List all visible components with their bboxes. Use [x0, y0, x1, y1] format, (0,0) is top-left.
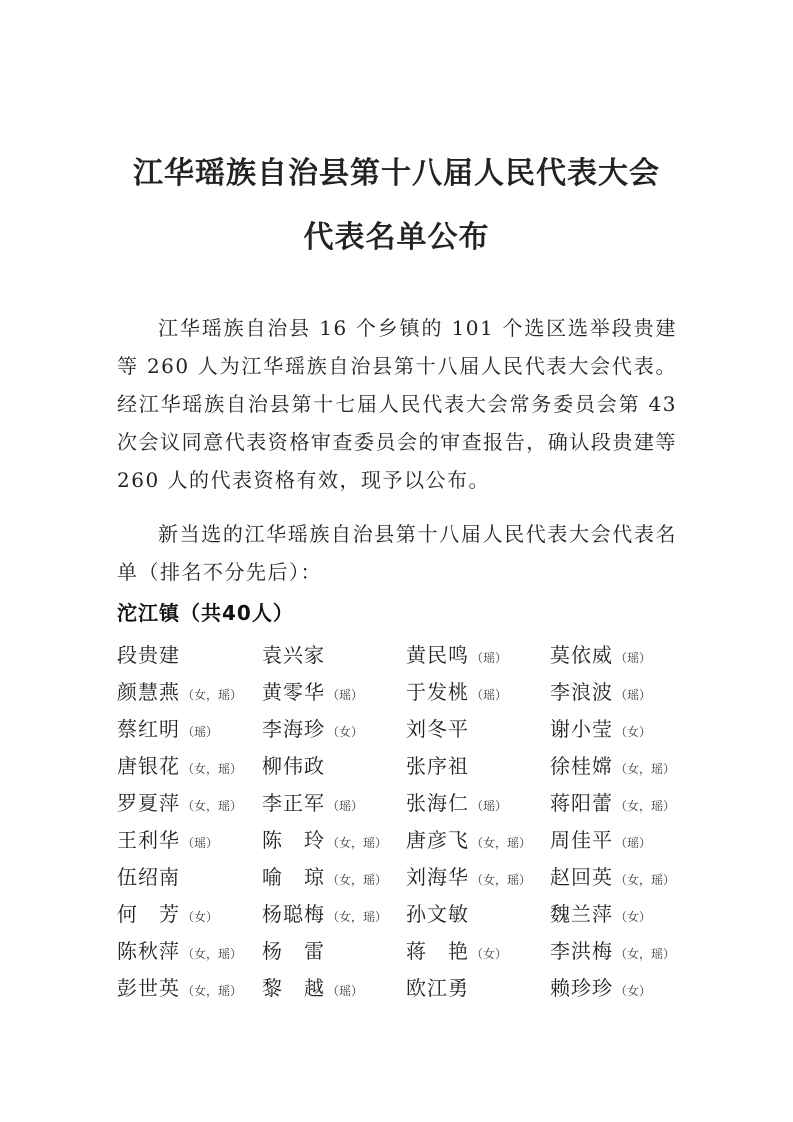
representative-note: （瑶）	[615, 836, 652, 850]
representative-note: （女）	[471, 947, 508, 961]
representative-note: （瑶）	[615, 651, 652, 665]
representative-name: 喻 琼	[262, 865, 325, 889]
roster-entry	[406, 639, 507, 668]
roster-entry	[406, 787, 507, 816]
roster-entry	[262, 787, 363, 816]
roster-entry	[550, 676, 651, 705]
representative-note: （女，瑶）	[182, 762, 243, 776]
roster-row	[117, 713, 697, 750]
representative-note: （女，瑶）	[327, 873, 388, 887]
representative-note: （女，瑶）	[182, 947, 243, 961]
representative-name: 柳伟政	[262, 754, 325, 778]
representative-name: 蒋 艳	[406, 939, 469, 963]
representative-note: （瑶）	[471, 651, 508, 665]
representative-name: 颜慧燕	[117, 680, 180, 704]
representative-name: 李洪梅	[550, 939, 613, 963]
roster-entry	[262, 972, 363, 1001]
representative-note: （女，瑶）	[182, 799, 243, 813]
roster-entry	[262, 935, 327, 964]
representative-note: （女）	[615, 984, 652, 998]
roster-row	[117, 935, 697, 972]
representative-name: 黄民鸣	[406, 643, 469, 667]
roster-entry	[117, 972, 242, 1001]
representative-name: 谢小莹	[550, 717, 613, 741]
representative-note: （瑶）	[182, 836, 219, 850]
representative-note: （瑶）	[327, 799, 364, 813]
roster-row	[117, 639, 697, 676]
representative-name: 蒋阳蕾	[550, 791, 613, 815]
roster-entry	[117, 713, 218, 742]
representative-note: （女，瑶）	[615, 762, 676, 776]
roster-entry	[262, 713, 363, 742]
representative-note: （瑶）	[615, 688, 652, 702]
representative-name: 赵回英	[550, 865, 613, 889]
representative-name: 唐彦飞	[406, 828, 469, 852]
representative-note: （瑶）	[182, 725, 219, 739]
representative-name: 段贵建	[117, 643, 180, 667]
roster-entry	[550, 824, 651, 853]
roster-entry	[550, 639, 651, 668]
representative-name: 欧江勇	[406, 976, 469, 1000]
representative-name: 罗夏萍	[117, 791, 180, 815]
roster-entry	[117, 750, 242, 779]
roster-entry	[406, 898, 471, 927]
roster-row	[117, 824, 697, 861]
roster-entry	[550, 861, 675, 890]
roster-row	[117, 787, 697, 824]
roster-entry	[262, 639, 327, 668]
representative-note: （瑶）	[471, 688, 508, 702]
representative-name: 王利华	[117, 828, 180, 852]
roster-entry	[117, 639, 182, 668]
representative-name: 杨聪梅	[262, 902, 325, 926]
representative-name: 于发桃	[406, 680, 469, 704]
roster-row	[117, 861, 697, 898]
roster-entry	[550, 750, 675, 779]
representative-name: 李浪波	[550, 680, 613, 704]
representative-name: 陈 玲	[262, 828, 325, 852]
representative-note: （女，瑶）	[471, 836, 532, 850]
document-title-line-1: 江华瑶族自治县第十八届人民代表大会	[133, 156, 660, 191]
roster-entry	[262, 824, 387, 853]
representative-note: （女，瑶）	[327, 910, 388, 924]
representative-name: 杨 雷	[262, 939, 325, 963]
representative-name: 魏兰萍	[550, 902, 613, 926]
representative-name: 李海珍	[262, 717, 325, 741]
representative-name: 何 芳	[117, 902, 180, 926]
representative-note: （瑶）	[327, 688, 364, 702]
roster-entry	[117, 676, 242, 705]
representative-name: 袁兴家	[262, 643, 325, 667]
roster-entry	[406, 935, 507, 964]
roster-entry	[406, 676, 507, 705]
roster-row	[117, 676, 697, 713]
roster-entry	[550, 935, 675, 964]
representative-note: （女）	[615, 910, 652, 924]
representative-note: （女，瑶）	[615, 873, 676, 887]
roster-entry	[117, 935, 242, 964]
representative-name: 周佳平	[550, 828, 613, 852]
representative-name: 黎 越	[262, 976, 325, 1000]
roster-entry	[406, 861, 531, 890]
representative-note: （女，瑶）	[471, 873, 532, 887]
representative-name: 黄零华	[262, 680, 325, 704]
roster-entry	[406, 972, 471, 1001]
representative-name: 张序祖	[406, 754, 469, 778]
roster-entry	[117, 898, 218, 927]
representative-name: 唐银花	[117, 754, 180, 778]
representative-name: 陈秋萍	[117, 939, 180, 963]
representative-note: （女）	[327, 725, 364, 739]
representative-name: 赖珍珍	[550, 976, 613, 1000]
roster-entry	[262, 750, 327, 779]
roster-entry	[262, 861, 387, 890]
representative-name: 孙文敏	[406, 902, 469, 926]
representative-note: （女，瑶）	[182, 984, 243, 998]
document-title-line-2: 代表名单公布	[303, 220, 490, 255]
roster-entry	[550, 972, 651, 1001]
roster-intro-paragraph: 新当选的江华瑶族自治县第十八届人民代表大会代表名单（排名不分先后）：	[117, 522, 677, 584]
representative-note: （瑶）	[327, 984, 364, 998]
representative-name: 徐桂嫦	[550, 754, 613, 778]
announcement-paragraph: 江华瑶族自治县 16 个乡镇的 101 个选区选举段贵建等 260 人为江华瑶族自治县第十八届人民代表大会代表。经江华瑶族自治县第十七届人民代表大会常务委员会第 43 次会议同意代表资格审查委员会的审查报告，确认段贵建等 260 人的代表资格有效，现予以公布。	[117, 316, 677, 492]
roster-row	[117, 898, 697, 935]
roster-row	[117, 750, 697, 787]
representative-name: 彭世英	[117, 976, 180, 1000]
roster-entry	[550, 898, 651, 927]
representative-name: 莫依威	[550, 643, 613, 667]
roster-entry	[406, 713, 471, 742]
representative-name: 刘冬平	[406, 717, 469, 741]
roster-entry	[550, 787, 675, 816]
representative-note: （女，瑶）	[615, 799, 676, 813]
representative-note: （女）	[182, 910, 219, 924]
representative-note: （女，瑶）	[327, 836, 388, 850]
roster-entry	[406, 824, 531, 853]
representative-roster	[117, 639, 697, 1009]
roster-entry	[406, 750, 471, 779]
representative-name: 伍绍南	[117, 865, 180, 889]
roster-entry	[262, 676, 363, 705]
roster-entry	[117, 787, 242, 816]
roster-entry	[117, 861, 182, 890]
representative-name: 李正军	[262, 791, 325, 815]
section-heading-tuojiang: 沱江镇（共40人）	[117, 601, 294, 625]
roster-entry	[550, 713, 651, 742]
representative-note: （女）	[615, 725, 652, 739]
representative-name: 张海仁	[406, 791, 469, 815]
representative-note: （瑶）	[471, 799, 508, 813]
representative-name: 蔡红明	[117, 717, 180, 741]
representative-note: （女，瑶）	[615, 947, 676, 961]
roster-row	[117, 972, 697, 1009]
roster-entry	[117, 824, 218, 853]
roster-entry	[262, 898, 387, 927]
representative-name: 刘海华	[406, 865, 469, 889]
representative-note: （女，瑶）	[182, 688, 243, 702]
